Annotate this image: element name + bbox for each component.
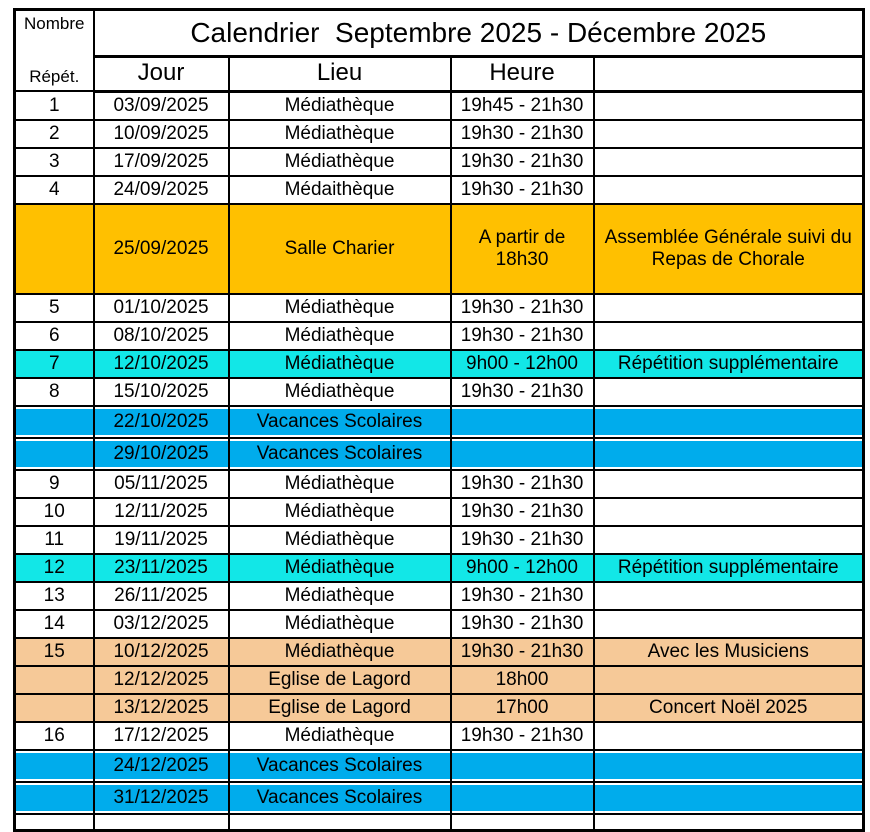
note-cell	[594, 322, 864, 350]
time-cell: 17h00	[451, 694, 594, 722]
repetition-number-cell: 5	[15, 294, 94, 322]
location-cell: Médiathèque	[229, 498, 451, 526]
note-cell	[594, 666, 864, 694]
location-cell: Médiathèque	[229, 554, 451, 582]
date-cell: 12/12/2025	[94, 666, 229, 694]
calendar-sheet	[13, 8, 865, 832]
date-cell: 10/09/2025	[94, 120, 229, 148]
note-cell	[594, 438, 864, 470]
date-cell: 17/12/2025	[94, 722, 229, 750]
table-row	[15, 666, 864, 694]
header-row-columns	[15, 57, 864, 91]
location-cell: Médiathèque	[229, 470, 451, 498]
location-cell: Eglise de Lagord	[229, 694, 451, 722]
table-row	[15, 554, 864, 582]
time-cell: 9h00 - 12h00	[451, 350, 594, 378]
table-row	[15, 782, 864, 814]
column-header-notes	[594, 57, 864, 91]
date-cell: 17/09/2025	[94, 148, 229, 176]
location-cell: Salle Charier	[229, 204, 451, 294]
repetition-number-cell	[15, 750, 94, 782]
note-cell	[594, 406, 864, 438]
time-cell: A partir de 18h30	[451, 204, 594, 294]
note-cell: Répétition supplémentaire	[594, 554, 864, 582]
date-cell: 23/11/2025	[94, 554, 229, 582]
table-row	[15, 378, 864, 406]
time-cell: 19h30 - 21h30	[451, 722, 594, 750]
location-cell: Vacances Scolaires	[229, 406, 451, 438]
note-cell	[594, 582, 864, 610]
table-row	[15, 582, 864, 610]
date-cell: 15/10/2025	[94, 378, 229, 406]
time-cell: 9h00 - 12h00	[451, 554, 594, 582]
location-cell: Vacances Scolaires	[229, 782, 451, 814]
note-cell	[594, 91, 864, 120]
date-cell: 12/10/2025	[94, 350, 229, 378]
column-header-jour: Jour	[94, 57, 229, 91]
time-cell: 19h30 - 21h30	[451, 582, 594, 610]
table-row	[15, 204, 864, 294]
date-cell: 03/12/2025	[94, 610, 229, 638]
time-cell: 19h30 - 21h30	[451, 526, 594, 554]
note-cell	[594, 750, 864, 782]
location-cell: Médiathèque	[229, 638, 451, 666]
date-cell: 31/12/2025	[94, 782, 229, 814]
note-cell: Assemblée Générale suivi du Repas de Chorale	[594, 204, 864, 294]
time-cell: 19h30 - 21h30	[451, 470, 594, 498]
time-cell: 19h30 - 21h30	[451, 498, 594, 526]
time-cell: 19h30 - 21h30	[451, 322, 594, 350]
date-cell: 26/11/2025	[94, 582, 229, 610]
note-cell	[594, 610, 864, 638]
repetition-number-cell: 8	[15, 378, 94, 406]
time-cell: 19h30 - 21h30	[451, 294, 594, 322]
table-row	[15, 694, 864, 722]
date-cell: 03/09/2025	[94, 91, 229, 120]
table-row	[15, 322, 864, 350]
repetition-number-cell	[15, 782, 94, 814]
location-cell: Eglise de Lagord	[229, 666, 451, 694]
note-cell	[594, 378, 864, 406]
column-header-heure: Heure	[451, 57, 594, 91]
note-cell	[594, 176, 864, 204]
table-row	[15, 638, 864, 666]
date-cell: 29/10/2025	[94, 438, 229, 470]
location-cell: Médiathèque	[229, 322, 451, 350]
repetition-number-cell: 1	[15, 91, 94, 120]
location-cell: Médaithèque	[229, 176, 451, 204]
note-cell	[594, 470, 864, 498]
time-cell: 19h30 - 21h30	[451, 148, 594, 176]
time-cell: 19h30 - 21h30	[451, 610, 594, 638]
calendar-table	[13, 8, 865, 832]
time-cell	[451, 438, 594, 470]
table-row	[15, 148, 864, 176]
date-cell: 24/12/2025	[94, 750, 229, 782]
time-cell: 18h00	[451, 666, 594, 694]
date-cell: 13/12/2025	[94, 694, 229, 722]
repetition-number-cell: 14	[15, 610, 94, 638]
location-cell: Médiathèque	[229, 526, 451, 554]
repetition-number-cell: 7	[15, 350, 94, 378]
location-cell: Vacances Scolaires	[229, 438, 451, 470]
table-row	[15, 438, 864, 470]
repetition-number-cell: 3	[15, 148, 94, 176]
date-cell: 24/09/2025	[94, 176, 229, 204]
table-body	[15, 91, 864, 830]
repetition-number-cell: 10	[15, 498, 94, 526]
table-row	[15, 750, 864, 782]
note-cell	[594, 722, 864, 750]
time-cell	[451, 750, 594, 782]
date-cell: 25/09/2025	[94, 204, 229, 294]
note-cell	[594, 120, 864, 148]
table-row	[15, 498, 864, 526]
location-cell: Médiathèque	[229, 120, 451, 148]
corner-label-repet: Répét.	[29, 66, 80, 86]
corner-header-cell	[15, 10, 94, 92]
note-cell	[594, 526, 864, 554]
repetition-number-cell: 4	[15, 176, 94, 204]
location-cell: Médiathèque	[229, 148, 451, 176]
repetition-number-cell: 13	[15, 582, 94, 610]
location-cell: Médiathèque	[229, 722, 451, 750]
repetition-number-cell: 11	[15, 526, 94, 554]
time-cell: 19h30 - 21h30	[451, 638, 594, 666]
table-row	[15, 526, 864, 554]
table-row	[15, 120, 864, 148]
date-cell: 22/10/2025	[94, 406, 229, 438]
table-row	[15, 722, 864, 750]
date-cell: 01/10/2025	[94, 294, 229, 322]
note-cell	[594, 782, 864, 814]
note-cell	[594, 148, 864, 176]
repetition-number-cell: 9	[15, 470, 94, 498]
repetition-number-cell	[15, 438, 94, 470]
table-row	[15, 350, 864, 378]
location-cell: Médiathèque	[229, 91, 451, 120]
location-cell: Vacances Scolaires	[229, 750, 451, 782]
date-cell: 05/11/2025	[94, 470, 229, 498]
repetition-number-cell	[15, 666, 94, 694]
repetition-number-cell: 6	[15, 322, 94, 350]
repetition-number-cell	[15, 406, 94, 438]
calendar-title: Calendrier Septembre 2025 - Décembre 2025	[94, 10, 864, 57]
location-cell: Médiathèque	[229, 294, 451, 322]
column-header-lieu: Lieu	[229, 57, 451, 91]
time-cell: 19h30 - 21h30	[451, 120, 594, 148]
date-cell: 08/10/2025	[94, 322, 229, 350]
location-cell: Médiathèque	[229, 378, 451, 406]
time-cell: 19h45 - 21h30	[451, 91, 594, 120]
table-header	[15, 10, 864, 92]
repetition-number-cell	[15, 204, 94, 294]
note-cell: Répétition supplémentaire	[594, 350, 864, 378]
table-row	[15, 406, 864, 438]
time-cell: 19h30 - 21h30	[451, 378, 594, 406]
table-row	[15, 294, 864, 322]
corner-label-nombre: Nombre	[24, 14, 85, 33]
table-row	[15, 176, 864, 204]
location-cell: Médiathèque	[229, 610, 451, 638]
table-row	[15, 610, 864, 638]
date-cell: 12/11/2025	[94, 498, 229, 526]
note-cell	[594, 294, 864, 322]
table-row	[15, 91, 864, 120]
date-cell: 19/11/2025	[94, 526, 229, 554]
repetition-number-cell: 15	[15, 638, 94, 666]
note-cell: Avec les Musiciens	[594, 638, 864, 666]
note-cell	[594, 498, 864, 526]
location-cell: Médiathèque	[229, 350, 451, 378]
repetition-number-cell	[15, 694, 94, 722]
table-row	[15, 470, 864, 498]
time-cell	[451, 782, 594, 814]
repetition-number-cell: 16	[15, 722, 94, 750]
time-cell: 19h30 - 21h30	[451, 176, 594, 204]
time-cell	[451, 406, 594, 438]
corner-header-inner	[16, 11, 93, 90]
date-cell: 10/12/2025	[94, 638, 229, 666]
note-cell: Concert Noël 2025	[594, 694, 864, 722]
repetition-number-cell: 2	[15, 120, 94, 148]
header-row-title	[15, 10, 864, 57]
location-cell: Médiathèque	[229, 582, 451, 610]
repetition-number-cell: 12	[15, 554, 94, 582]
